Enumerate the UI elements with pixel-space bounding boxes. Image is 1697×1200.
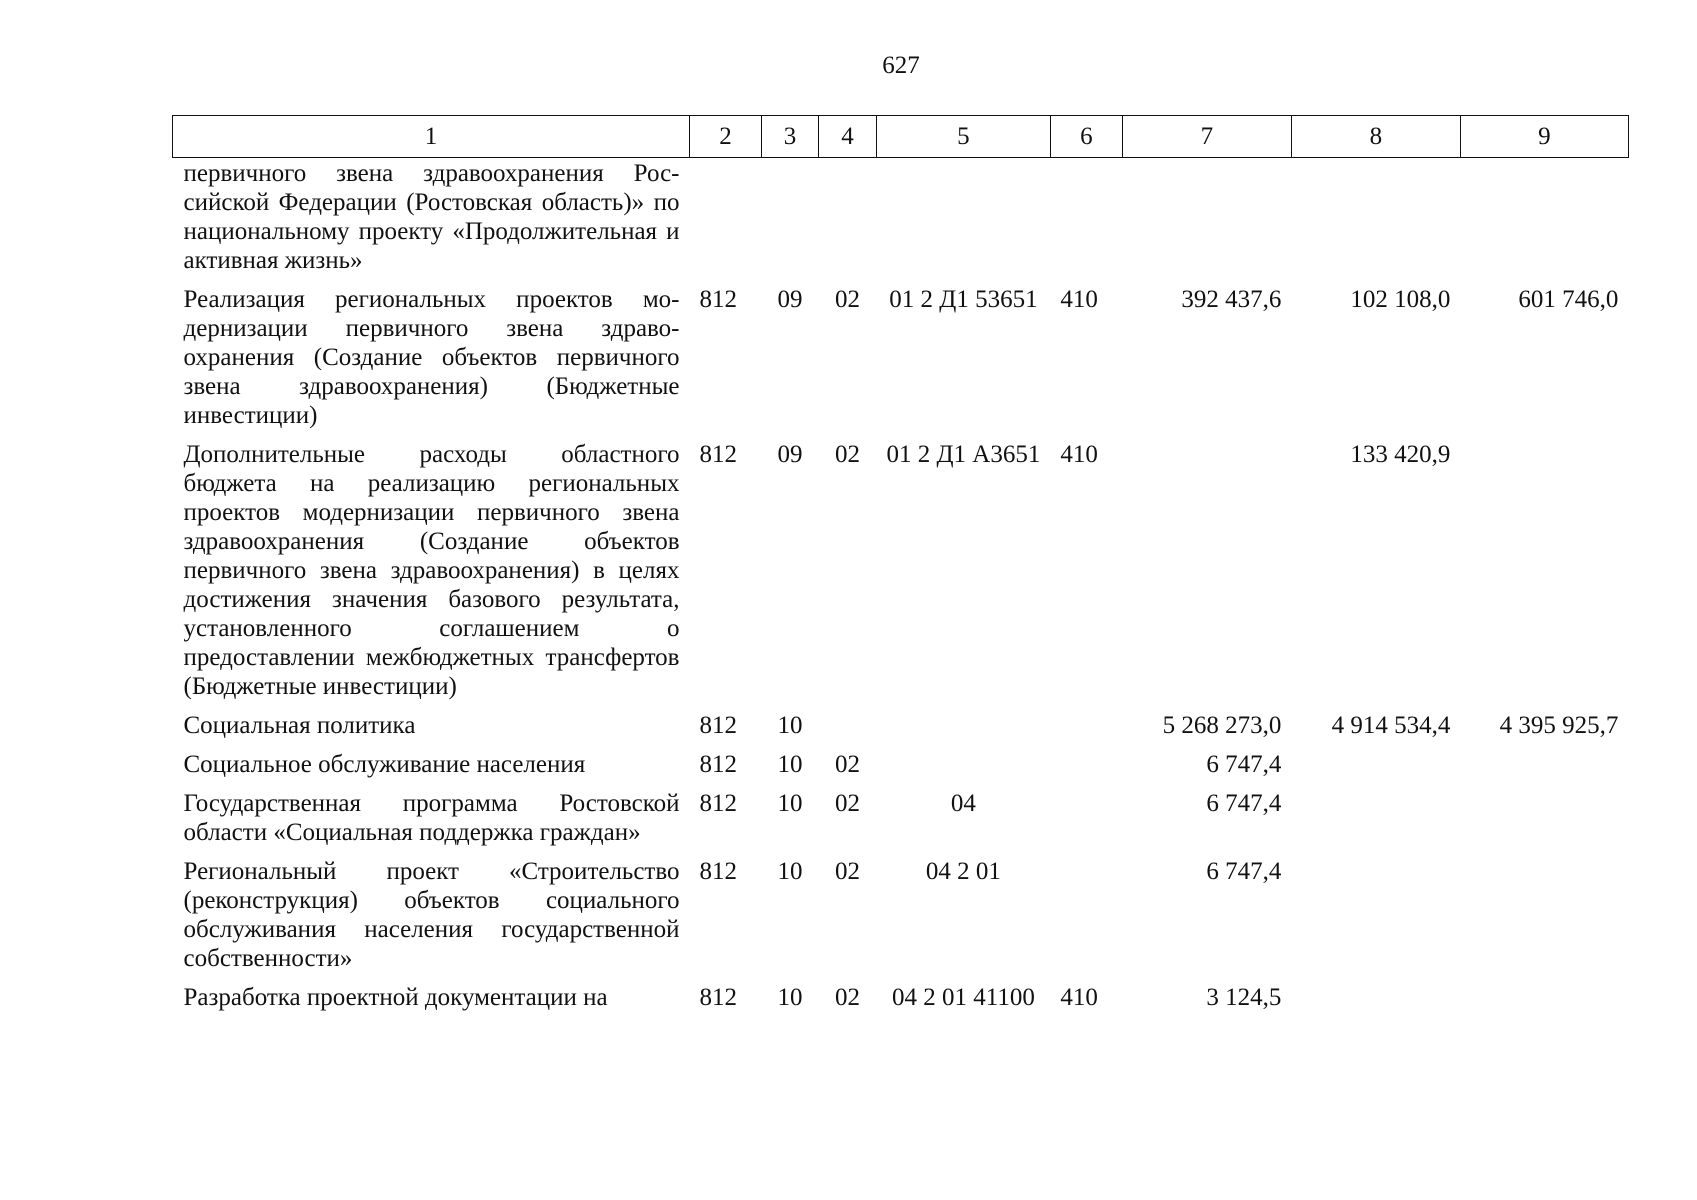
table-row: [173, 158, 1629, 286]
column-header-9: 9: [1460, 116, 1628, 158]
cell-subsection: 02: [835, 858, 860, 885]
cell-amount-col8: 102 108,0: [1350, 286, 1451, 313]
row-description: Региональный проект «Строительство (реконструкция) объектов социального обслуживания населения государственной собственности»: [183, 858, 680, 972]
cell-target-article: [877, 158, 1051, 286]
cell-ministry-code: 812: [699, 441, 737, 468]
cell-expense-type: 410: [1060, 286, 1098, 313]
cell-amount-col7: 5 268 273,0: [1162, 712, 1282, 739]
row-description: первичного звена здравоохранения Российской Федерации (Ростовская область)» по национальному проекту «Продолжительная и активная жизнь»: [183, 160, 680, 274]
column-header-2: 2: [690, 116, 762, 158]
cell-ministry-code: 812: [699, 984, 737, 1011]
cell-target-article: 04: [950, 790, 976, 817]
cell-amount-col9: [1460, 857, 1628, 983]
cell-subsection: 02: [835, 441, 860, 468]
cell-expense-type: [1050, 158, 1122, 286]
header-row: [173, 116, 1629, 158]
column-header-4: 4: [819, 116, 877, 158]
table-row: [173, 711, 1629, 750]
cell-subsection: 02: [835, 286, 860, 313]
cell-target-article: [877, 750, 1051, 789]
cell-expense-type: 410: [1060, 441, 1098, 468]
cell-ministry-code: [690, 158, 762, 286]
cell-amount-col8: [1291, 857, 1460, 983]
cell-subsection: 02: [835, 984, 860, 1011]
cell-expense-type: [1050, 750, 1122, 789]
cell-amount-col9: 601 746,0: [1518, 286, 1619, 313]
cell-expense-type: [1050, 711, 1122, 750]
column-header-3: 3: [762, 116, 819, 158]
column-header-6: 6: [1050, 116, 1122, 158]
cell-subsection: [819, 158, 877, 286]
cell-ministry-code: 812: [699, 790, 737, 817]
cell-section: 10: [777, 790, 803, 817]
cell-section: 10: [777, 858, 803, 885]
cell-amount-col8: 4 914 534,4: [1331, 712, 1451, 739]
cell-expense-type: 410: [1060, 984, 1098, 1011]
cell-ministry-code: 812: [699, 712, 737, 739]
cell-amount-col7: 3 124,5: [1206, 984, 1282, 1011]
cell-amount-col7: [1122, 440, 1291, 711]
table-header: [173, 116, 1629, 158]
cell-amount-col7: 392 437,6: [1181, 286, 1282, 313]
cell-ministry-code: 812: [699, 286, 737, 313]
cell-section: [762, 158, 819, 286]
table-row: [173, 789, 1629, 857]
budget-table: [172, 115, 1629, 1022]
cell-amount-col8: [1291, 983, 1460, 1022]
table-row: [173, 285, 1629, 440]
table-row: [173, 983, 1629, 1022]
cell-target-article: 01 2 Д1 53651: [889, 286, 1038, 313]
cell-subsection: 02: [835, 751, 860, 778]
cell-target-article: [877, 711, 1051, 750]
table-body: [173, 158, 1629, 1023]
cell-subsection: [819, 711, 877, 750]
cell-amount-col8: [1291, 750, 1460, 789]
table-row: [173, 440, 1629, 711]
row-description: Дополнительные расходы областного бюджета на реализацию региональных проектов модернизации первичного звена здравоохранения (Создание объектов первичного звена здравоохранения) в целях достижения значения базового результата, установленного соглашением о предоставлении межбюджетных трансфертов (Бюджетные инвестиции): [183, 441, 680, 700]
page-number: 627: [882, 52, 920, 79]
cell-ministry-code: 812: [699, 751, 737, 778]
cell-amount-col9: [1460, 440, 1628, 711]
cell-amount-col9: [1460, 158, 1628, 286]
cell-section: 10: [777, 751, 803, 778]
cell-amount-col9: [1460, 789, 1628, 857]
cell-amount-col7: 6 747,4: [1206, 858, 1282, 885]
column-header-7: 7: [1122, 116, 1291, 158]
cell-expense-type: [1050, 789, 1122, 857]
row-description: Разработка проектной документации на: [183, 984, 608, 1011]
cell-section: 10: [777, 984, 803, 1011]
row-description: Социальное обслуживание населения: [183, 751, 586, 778]
cell-amount-col7: 6 747,4: [1206, 751, 1282, 778]
table-row: [173, 750, 1629, 789]
cell-target-article: 04 2 01: [925, 858, 1001, 885]
cell-section: 10: [777, 712, 803, 739]
row-description: Реализация региональных проектов модернизации первичного звена здравоохранения (Создание объектов первичного звена здравоохранения) (Бюджетные инвестиции): [183, 286, 680, 429]
cell-subsection: 02: [835, 790, 860, 817]
table-row: [173, 857, 1629, 983]
cell-section: 09: [777, 286, 803, 313]
row-description: Социальная политика: [183, 712, 416, 739]
cell-amount-col7: 6 747,4: [1206, 790, 1282, 817]
cell-target-article: 01 2 Д1 А3651: [886, 441, 1041, 468]
cell-amount-col9: [1460, 983, 1628, 1022]
cell-amount-col9: [1460, 750, 1628, 789]
cell-expense-type: [1050, 857, 1122, 983]
row-description: Государственная программа Ростовской области «Социальная поддержка граждан»: [183, 790, 680, 846]
column-header-8: 8: [1291, 116, 1460, 158]
cell-amount-col7: [1122, 158, 1291, 286]
column-header-5: 5: [877, 116, 1051, 158]
cell-target-article: 04 2 01 41100: [892, 984, 1035, 1011]
cell-amount-col8: 133 420,9: [1350, 441, 1451, 468]
cell-section: 09: [777, 441, 803, 468]
column-header-1: 1: [173, 116, 690, 158]
cell-amount-col8: [1291, 789, 1460, 857]
cell-amount-col8: [1291, 158, 1460, 286]
cell-ministry-code: 812: [699, 858, 737, 885]
cell-amount-col9: 4 395 925,7: [1499, 712, 1619, 739]
